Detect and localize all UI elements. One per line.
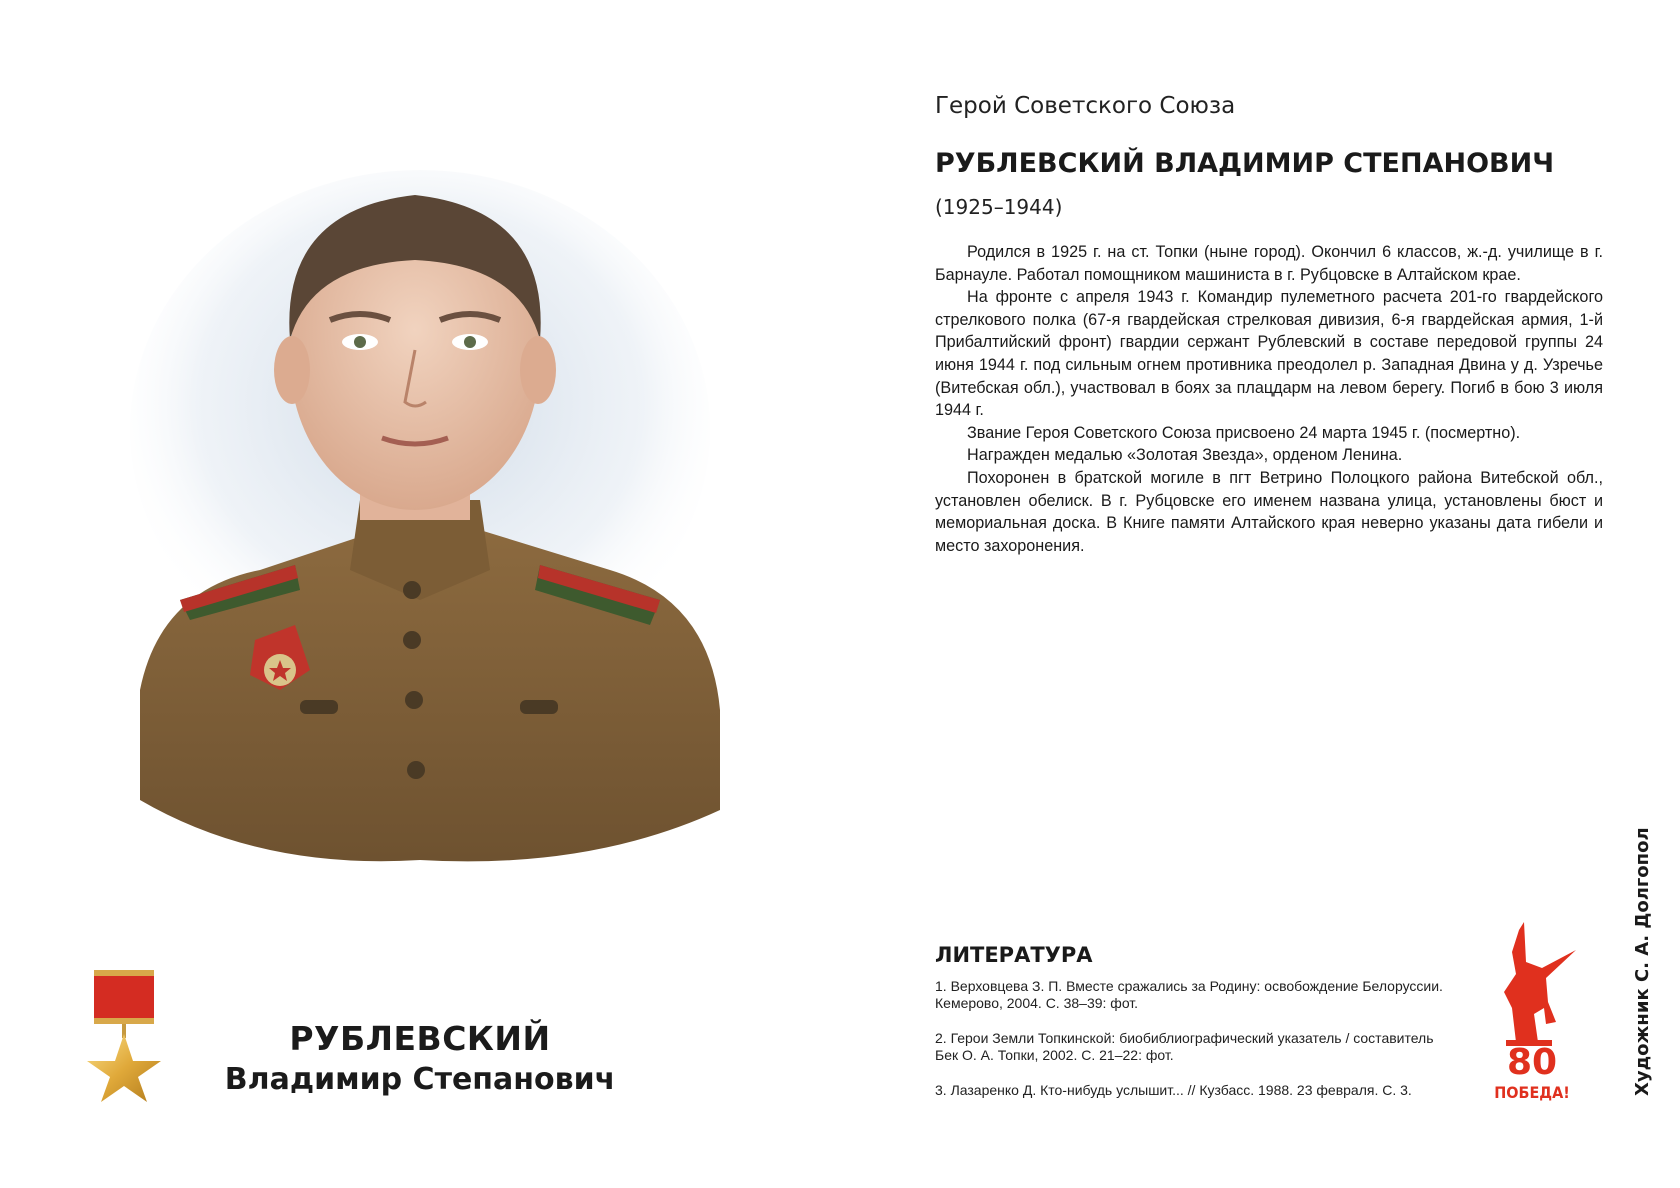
logo-text: ПОБЕДА!: [1494, 1083, 1570, 1102]
motherland-calls-statue-icon: [1504, 922, 1576, 1046]
literature-item: 1. Верховцева З. П. Вместе сражались за Родину: освобождение Белоруссии. Кемерово, 2004. С. 38–39: фот.: [935, 978, 1443, 1011]
logo-number: 80: [1506, 1042, 1558, 1083]
bio-paragraph: Родился в 1925 г. на ст. Топки (ныне город). Окончил 6 классов, ж.-д. училище в г. Барнауле. Работал помощником машиниста в г. Рубцовске в Алтайском крае.: [935, 243, 1603, 284]
literature-item: 3. Лазаренко Д. Кто-нибудь услышит... // Кузбасс. 1988. 23 февраля. С. 3.: [935, 1082, 1412, 1098]
page-subtitle: Герой Советского Союза: [935, 93, 1236, 119]
portrait-soldier-icon: [120, 170, 740, 870]
artist-credit: Художник С. А. Долгопол: [1632, 827, 1653, 1096]
biography-text: [935, 241, 1603, 557]
gold-star-medal-icon: [86, 970, 162, 1102]
hero-name-caption: [200, 1018, 640, 1100]
bio-paragraph: На фронте с апреля 1943 г. Командир пулеметного расчета 201-го гвардейского стрелкового полка (67-я гвардейская стрелковая дивизия, 6-я гвардейская армия, 1-й Прибалтийский фронт) гвардии сержант Рублевский в составе передовой группы 24 июня 1944 г. под сильным огнем противника преодолел р. Западная Двина у д. Узречье (Витебская обл.), участвовал в боях за плацдарм на левом берегу. Погиб в бою 3 июля 1944 г.: [935, 288, 1603, 420]
bio-paragraph: Звание Героя Советского Союза присвоено 24 марта 1945 г. (посмертно).: [967, 423, 1521, 442]
bio-paragraph: Награжден медалью «Золотая Звезда», орденом Ленина.: [967, 446, 1403, 465]
bio-paragraph: Похоронен в братской могиле в пгт Ветрино Полоцкого района Витебской обл., установлен обелиск. В г. Рубцовске его именем названа улица, установлены бюст и мемориальная доска. В Книге памяти Алтайского края неверно указаны дата гибели и место захоронения.: [935, 468, 1603, 555]
hero-surname: РУБЛЕВСКИЙ: [289, 1019, 551, 1058]
literature-item: 2. Герои Земли Топкинской: биобиблиографический указатель / составитель Бек О. А. Топки, 2002. С. 21–22: фот.: [935, 1030, 1434, 1063]
page-title: РУБЛЕВСКИЙ ВЛАДИМИР СТЕПАНОВИЧ: [935, 148, 1555, 179]
literature-list: [935, 978, 1455, 1118]
hero-given-name: Владимир Степанович: [224, 1062, 616, 1097]
victory-80-logo: [1486, 922, 1578, 1102]
life-years: (1925–1944): [935, 195, 1063, 219]
literature-heading: ЛИТЕРАТУРА: [935, 943, 1093, 967]
